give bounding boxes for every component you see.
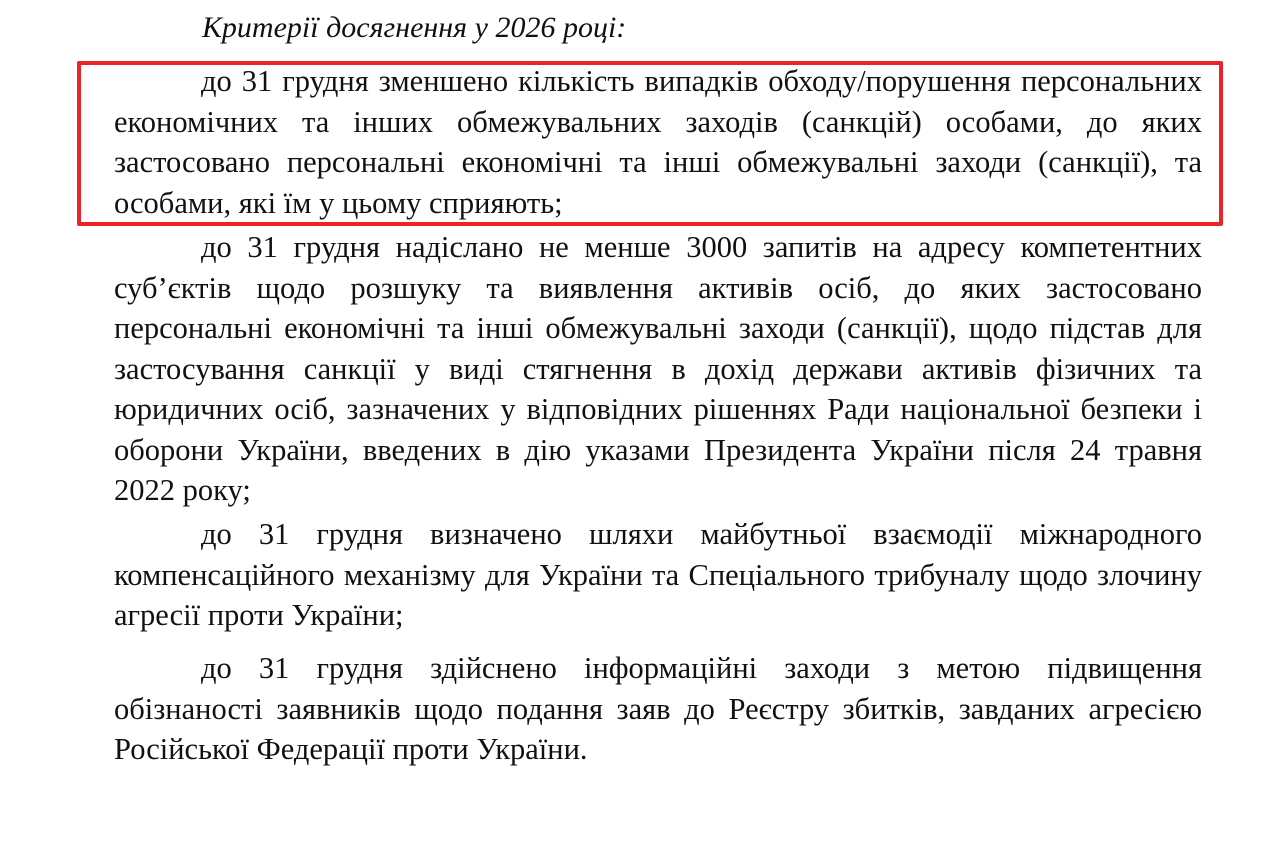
criterion-paragraph-2: до 31 грудня надіслано не менше 3000 запитів на адресу компетентних суб’єктів щодо розшуку та виявлення активів осіб, до яких застосовано персональні економічні та інші обмежувальні заходи (санкції), щодо підстав для застосування санкції у виді стягнення в дохід держави активів фізичних та юридичних осіб, зазначених у відповідних рішеннях Ради національної безпеки і оборони України, введених в дію указами Президента України після 24 травня 2022 року; <box>114 230 1202 507</box>
criteria-heading: Критерії досягнення у 2026 році: <box>202 11 627 44</box>
criterion-paragraph-1: до 31 грудня зменшено кількість випадків обходу/порушення персональних економічних та інших обмежувальних заходів (санкцій) особами, до яких застосовано персональні економічні та інші обмежувальні заходи (санкції), та особами, які їм у цьому сприяють; <box>114 64 1202 220</box>
criterion-paragraph-4: до 31 грудня здійснено інформаційні заходи з метою підвищення обізнаності заявників щодо подання заяв до Реєстру збитків, завданих агресією Російської Федерації проти України. <box>114 651 1202 766</box>
criterion-paragraph-3: до 31 грудня визначено шляхи майбутньої взаємодії міжнародного компенсаційного механізму для України та Спеціального трибуналу щодо злочину агресії проти України; <box>114 517 1202 632</box>
